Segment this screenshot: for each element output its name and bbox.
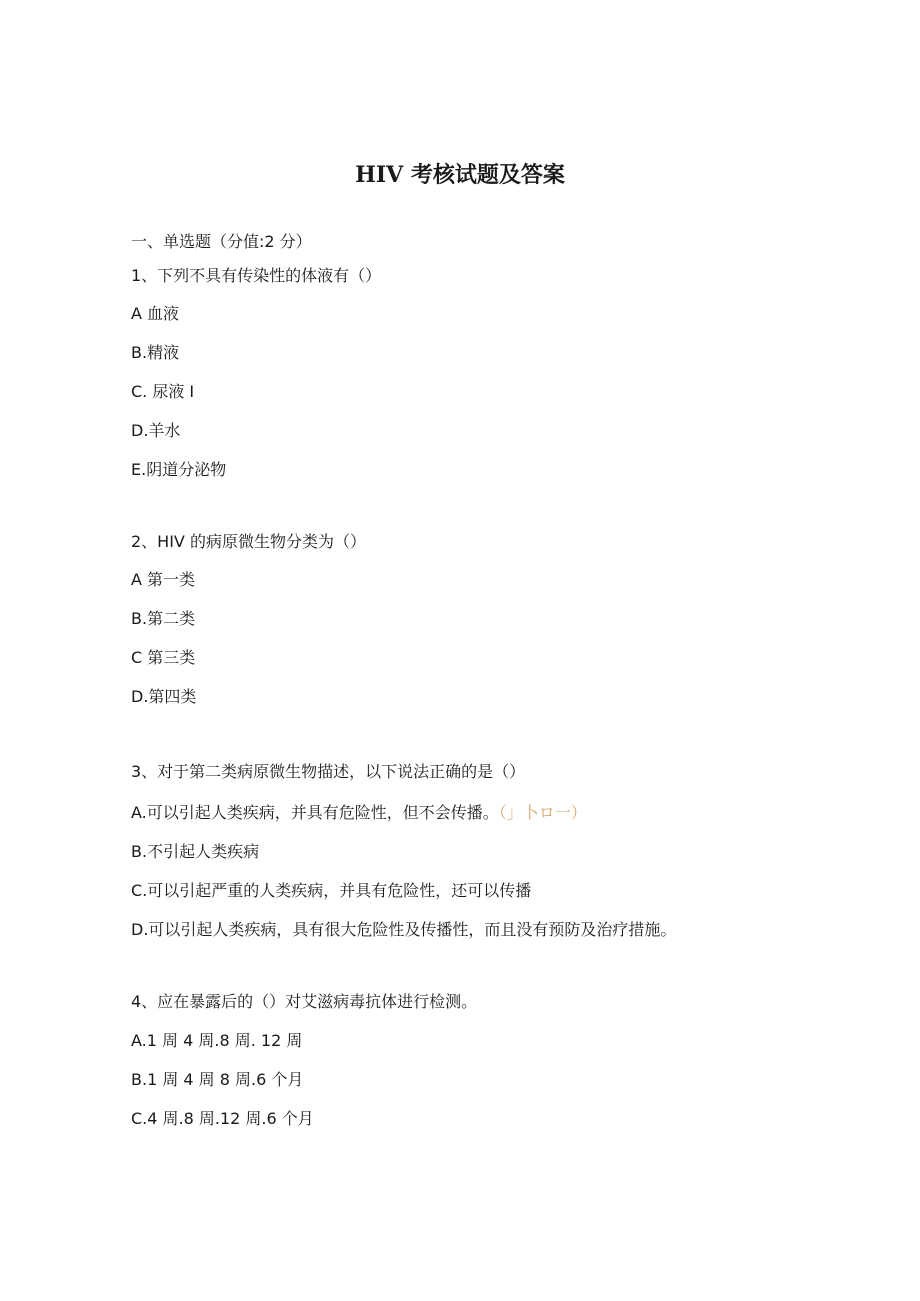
- question-3-stem: 3、对于第二类病原微生物描述，以下说法正确的是（）: [131, 762, 526, 781]
- question-1-stem: 1、下列不具有传染性的体液有（）: [131, 266, 382, 285]
- question-4-option-c: C.4 周.8 周.12 周.6 个月: [131, 1109, 314, 1128]
- question-3-option-c: C.可以引起严重的人类疾病，并具有危险性，还可以传播: [131, 881, 532, 900]
- question-2-option-b: B.第二类: [131, 609, 196, 628]
- question-3-option-d: D.可以引起人类疾病，具有很大危险性及传播性，而且没有预防及治疗措施。: [131, 920, 677, 939]
- question-2-option-d: D.第四类: [131, 687, 197, 706]
- question-2-option-c: C 第三类: [131, 648, 196, 667]
- question-3-option-a: A.可以引起人类疾病，并具有危险性，但不会传播。: [131, 803, 499, 822]
- question-1-option-a: A 血液: [131, 304, 180, 323]
- handwritten-annotation: （」卜ロ一）: [498, 803, 587, 822]
- question-4-option-b: B.1 周 4 周 8 周.6 个月: [131, 1070, 304, 1089]
- question-2-option-a: A 第一类: [131, 570, 196, 589]
- document-title: HIV 考核试题及答案: [355, 162, 565, 188]
- question-1-option-b: B.精液: [131, 343, 180, 362]
- question-4-option-a: A.1 周 4 周.8 周. 12 周: [131, 1031, 303, 1050]
- question-3-option-a-line: [131, 802, 587, 824]
- question-4-stem: 4、应在暴露后的（）对艾滋病毒抗体进行检测。: [131, 992, 478, 1011]
- section-heading: 一、单选题（分值:2 分）: [131, 232, 312, 251]
- question-1-option-d: D.羊水: [131, 421, 181, 440]
- question-1-option-c: C. 尿液 I: [131, 382, 195, 401]
- question-2-stem: 2、HIV 的病原微生物分类为（）: [131, 532, 366, 551]
- question-3-option-b: B.不引起人类疾病: [131, 842, 260, 861]
- question-1-option-e: E.阴道分泌物: [131, 460, 227, 479]
